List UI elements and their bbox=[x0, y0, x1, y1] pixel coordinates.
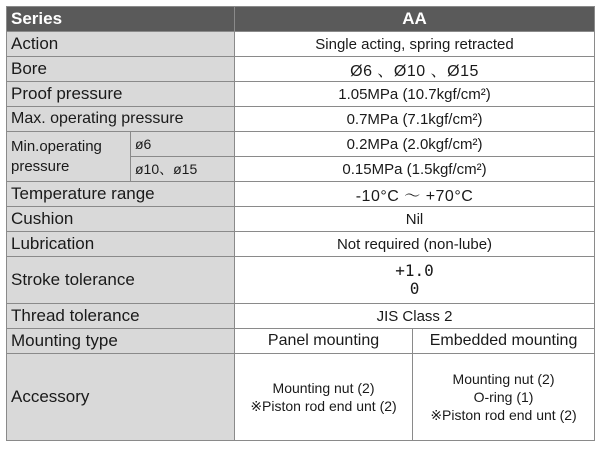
proof-pressure-value: 1.05MPa (10.7kgf/cm²) bbox=[235, 82, 595, 107]
table-row bbox=[7, 354, 595, 441]
table-row bbox=[7, 304, 595, 329]
table-row bbox=[7, 82, 595, 107]
mounting-embedded: Embedded mounting bbox=[413, 329, 595, 354]
spec-sheet bbox=[6, 6, 594, 441]
stroke-lower: 0 bbox=[409, 279, 420, 298]
bore-label: Bore bbox=[7, 57, 235, 82]
max-pressure-label: Max. operating pressure bbox=[7, 107, 235, 132]
table-row bbox=[7, 232, 595, 257]
temperature-label: Temperature range bbox=[7, 182, 235, 207]
table-row bbox=[7, 32, 595, 57]
accessory-embedded-line3: ※Piston rod end unt (2) bbox=[430, 407, 577, 423]
accessory-panel-line1: Mounting nut (2) bbox=[272, 380, 375, 396]
accessory-panel bbox=[235, 354, 413, 441]
table-row bbox=[7, 257, 595, 304]
proof-pressure-label: Proof pressure bbox=[7, 82, 235, 107]
min-pressure-value2: 0.15MPa (1.5kgf/cm²) bbox=[235, 157, 595, 182]
stroke-value bbox=[235, 257, 595, 304]
table-row bbox=[7, 207, 595, 232]
table-row bbox=[7, 182, 595, 207]
header-row bbox=[7, 7, 595, 32]
min-pressure-label bbox=[7, 132, 131, 182]
series-value: AA bbox=[235, 7, 595, 32]
accessory-embedded bbox=[413, 354, 595, 441]
mounting-label: Mounting type bbox=[7, 329, 235, 354]
accessory-embedded-line1: Mounting nut (2) bbox=[452, 371, 555, 387]
accessory-panel-line2: ※Piston rod end unt (2) bbox=[250, 398, 397, 414]
lubrication-label: Lubrication bbox=[7, 232, 235, 257]
table-row bbox=[7, 57, 595, 82]
stroke-upper: +1.0 bbox=[395, 261, 434, 280]
temperature-value: -10°C ～ +70°C bbox=[235, 182, 595, 207]
max-pressure-value: 0.7MPa (7.1kgf/cm²) bbox=[235, 107, 595, 132]
table-row bbox=[7, 107, 595, 132]
min-pressure-value1: 0.2MPa (2.0kgf/cm²) bbox=[235, 132, 595, 157]
action-value: Single acting, spring retracted bbox=[235, 32, 595, 57]
thread-value: JIS Class 2 bbox=[235, 304, 595, 329]
accessory-label: Accessory bbox=[7, 354, 235, 441]
min-pressure-sub1: ø6 bbox=[131, 132, 235, 157]
bore-value: Ø6 、Ø10 、Ø15 bbox=[235, 57, 595, 82]
cushion-label: Cushion bbox=[7, 207, 235, 232]
cushion-value: Nil bbox=[235, 207, 595, 232]
thread-label: Thread tolerance bbox=[7, 304, 235, 329]
mounting-panel: Panel mounting bbox=[235, 329, 413, 354]
min-pressure-label-line1: Min.operating bbox=[11, 137, 102, 155]
action-label: Action bbox=[7, 32, 235, 57]
min-pressure-sub2: ø10、ø15 bbox=[131, 157, 235, 182]
stroke-label: Stroke tolerance bbox=[7, 257, 235, 304]
series-label: Series bbox=[7, 7, 235, 32]
min-pressure-label-line2: pressure bbox=[11, 157, 70, 175]
table-row bbox=[7, 132, 595, 157]
accessory-embedded-line2: O-ring (1) bbox=[473, 389, 534, 405]
lubrication-value: Not required (non-lube) bbox=[235, 232, 595, 257]
table-row bbox=[7, 329, 595, 354]
spec-table bbox=[6, 6, 595, 441]
